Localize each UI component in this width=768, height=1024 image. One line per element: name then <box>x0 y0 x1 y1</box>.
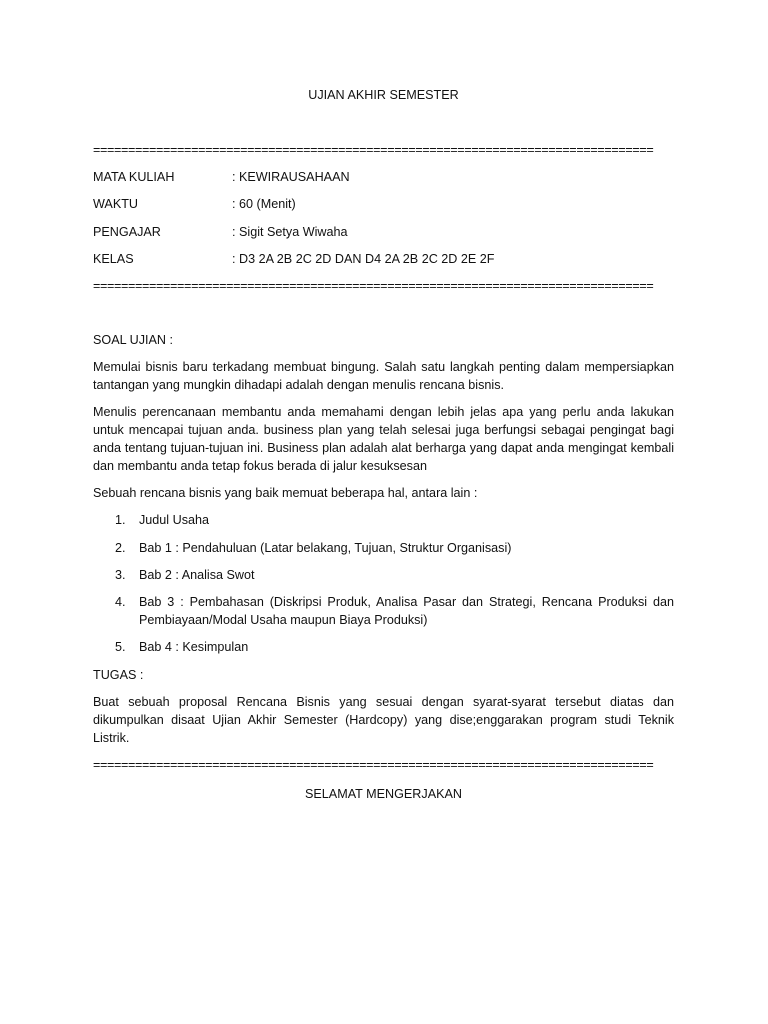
list-item <box>93 567 674 585</box>
list-number: 1. <box>115 513 126 528</box>
soal-paragraph: Sebuah rencana bisnis yang baik memuat beberapa hal, antara lain : <box>93 486 478 501</box>
list-item <box>93 639 674 657</box>
separator-line-bottom: ================================================================================ <box>93 758 654 772</box>
info-value: : 60 (Menit) <box>232 197 296 211</box>
info-key: MATA KULIAH <box>93 170 175 184</box>
soal-paragraph: Memulai bisnis baru terkadang membuat bingung. Salah satu langkah penting dalam mempersiapkan tantangan yang mungkin dihadapi adalah dengan menulis rencana bisnis. <box>93 360 674 393</box>
tugas-heading: TUGAS : <box>93 667 144 682</box>
info-key: WAKTU <box>93 197 139 211</box>
list-text: Judul Usaha <box>139 513 210 528</box>
info-value: : Sigit Setya Wiwaha <box>232 225 348 239</box>
soal-paragraph: Menulis perencanaan membantu anda memahami dengan lebih jelas apa yang perlu anda lakukan untuk mencapai tujuan anda. business plan yang telah selesai juga berfungsi sebagai pengingat bagi anda tentang tujuan-tujuan ini. Business plan adalah alat berharga yang dapat anda mengingat kembali dan membantu anda tetap fokus berada di jalur kesuksesan <box>93 405 674 473</box>
list-text: Bab 4 : Kesimpulan <box>139 640 249 655</box>
list-item <box>93 512 674 530</box>
soal-heading: SOAL UJIAN : <box>93 333 174 347</box>
info-key: KELAS <box>93 252 134 266</box>
info-value: : D3 2A 2B 2C 2D DAN D4 2A 2B 2C 2D 2E 2F <box>232 252 495 266</box>
business-plan-list <box>93 512 674 657</box>
list-number: 4. <box>115 595 126 610</box>
list-item <box>93 594 674 630</box>
list-number: 3. <box>115 567 126 582</box>
list-text: Bab 1 : Pendahuluan (Latar belakang, Tujuan, Struktur Organisasi) <box>139 540 512 555</box>
list-item <box>93 540 674 558</box>
list-number: 5. <box>115 640 126 655</box>
list-text: Bab 3 : Pembahasan (Diskripsi Produk, Analisa Pasar dan Strategi, Rencana Produksi dan Pembiayaan/Modal Usaha maupun Biaya Produksi) <box>139 595 674 628</box>
list-number: 2. <box>115 540 126 555</box>
exam-body <box>93 332 674 757</box>
document-title: UJIAN AKHIR SEMESTER <box>308 88 459 102</box>
separator-line-middle: ================================================================================ <box>93 279 654 293</box>
separator-line-top: ================================================================================ <box>93 143 654 157</box>
info-key: PENGAJAR <box>93 225 161 239</box>
tugas-paragraph: Buat sebuah proposal Rencana Bisnis yang sesuai dengan syarat-syarat tersebut diatas dan dikumpulkan disaat Ujian Akhir Semester (Hardcopy) yang dise;enggarakan program studi Teknik Listrik. <box>93 694 674 745</box>
info-value: : KEWIRAUSAHAAN <box>232 170 350 184</box>
closing-text: SELAMAT MENGERJAKAN <box>305 787 462 801</box>
list-text: Bab 2 : Analisa Swot <box>139 567 255 582</box>
